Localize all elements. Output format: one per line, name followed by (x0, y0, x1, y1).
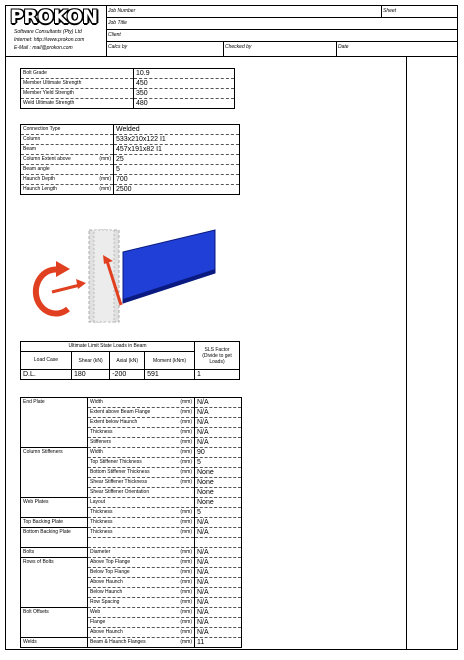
sls-factor-cell: 1 (195, 370, 240, 380)
company-name: Software Consultants (Pty) Ltd (14, 29, 82, 35)
detail-group: End Plate (21, 398, 88, 408)
detail-value: N/A (195, 588, 242, 598)
detail-label-text: Thickness (90, 509, 113, 515)
connection-label (21, 175, 114, 185)
detail-label-text: Width (90, 399, 103, 405)
detail-label-text: Shear Stiffener Thickness (90, 479, 148, 485)
date-label: Date (338, 44, 349, 50)
detail-value: None (195, 488, 242, 498)
table-row (21, 125, 240, 135)
table-row (21, 448, 242, 458)
connection-unit: (mm) (99, 156, 111, 162)
connection-unit: (mm) (99, 186, 111, 192)
detail-unit: (mm) (180, 609, 192, 615)
detail-group (21, 468, 88, 478)
table-row (21, 428, 242, 438)
detail-value: N/A (195, 408, 242, 418)
table-row (21, 548, 242, 558)
detail-value: None (195, 468, 242, 478)
material-value: 10.9 (134, 69, 235, 79)
detail-unit: (mm) (180, 619, 192, 625)
detail-label-text: Diameter (90, 549, 111, 555)
load-case-header: Load Case (21, 352, 72, 370)
calcs-by-label: Calcs by (108, 44, 128, 50)
detail-unit: (mm) (180, 449, 192, 455)
connection-label-text: Haunch Length (23, 186, 57, 192)
table-row (21, 468, 242, 478)
detail-group (21, 588, 88, 598)
detail-group (21, 598, 88, 608)
table-row (21, 488, 242, 498)
detail-label-text: Thickness (90, 529, 113, 535)
detail-label-text: Above Top Flange (90, 559, 131, 565)
detail-value: None (195, 478, 242, 488)
table-row (21, 418, 242, 428)
detail-group: Bolt Offsets (21, 608, 88, 618)
detail-value: N/A (195, 558, 242, 568)
detail-label (88, 468, 195, 478)
detail-label-text: Extent below Haunch (90, 419, 138, 425)
detail-label-text: Extent above Beam Flange (90, 409, 151, 415)
detail-group: Top Backing Plate (21, 518, 88, 528)
detail-label (88, 508, 195, 518)
detail-value: N/A (195, 618, 242, 628)
company-internet: Internet: http://www.prokon.com (14, 37, 85, 43)
connection-value: 25 (114, 155, 240, 165)
connection-label-text: Column (23, 136, 41, 142)
detail-value: None (195, 498, 242, 508)
moment-cell: 591 (145, 370, 195, 380)
detail-value: N/A (195, 568, 242, 578)
detail-unit: (mm) (180, 549, 192, 555)
detail-label-text: Web (90, 609, 101, 615)
beam-shape (123, 230, 215, 303)
detail-value: N/A (195, 398, 242, 408)
detail-group (21, 578, 88, 588)
table-row (21, 79, 235, 89)
detail-value: N/A (195, 438, 242, 448)
detail-label (88, 478, 195, 488)
detail-unit: (mm) (180, 429, 192, 435)
detail-label (88, 398, 195, 408)
detail-label-text: Stiffeners (90, 439, 112, 445)
detail-label-text: Above Haunch (90, 579, 123, 585)
detail-unit: (mm) (180, 579, 192, 585)
detail-unit: (mm) (180, 419, 192, 425)
table-row (21, 458, 242, 468)
client-label: Client (108, 32, 121, 38)
connection-value: 700 (114, 175, 240, 185)
load-case-cell: D.L. (21, 370, 72, 380)
detail-label (88, 408, 195, 418)
detail-label-text: Below Haunch (90, 589, 123, 595)
detail-group: Rows of Bolts (21, 558, 88, 568)
detail-unit: (mm) (180, 399, 192, 405)
detail-label (88, 538, 195, 548)
detail-label-text: Top Stiffener Thickness (90, 459, 142, 465)
table-row (21, 478, 242, 488)
detail-unit: (mm) (180, 409, 192, 415)
detail-group (21, 478, 88, 488)
detail-label-text: Flange (90, 619, 106, 625)
table-row (21, 89, 235, 99)
detail-unit: (mm) (180, 589, 192, 595)
loads-table (20, 341, 240, 380)
detail-group: Web Plates (21, 498, 88, 508)
table-row (21, 578, 242, 588)
connection-label-text: Beam (23, 146, 37, 152)
table-row (21, 508, 242, 518)
table-row (21, 628, 242, 638)
detail-label-text: Thickness (90, 429, 113, 435)
detail-group (21, 458, 88, 468)
connection-label (21, 145, 114, 155)
table-row (21, 498, 242, 508)
detail-label-text: Bottom Stiffener Thickness (90, 469, 150, 475)
detail-unit: (mm) (180, 629, 192, 635)
table-row (21, 608, 242, 618)
sheet-label: Sheet (383, 8, 397, 14)
detail-unit: (mm) (180, 599, 192, 605)
table-row (21, 518, 242, 528)
detail-label (88, 638, 195, 648)
detail-unit: (mm) (180, 529, 192, 535)
connection-value: 457x191x82 I1 (114, 145, 240, 155)
table-row (21, 165, 240, 175)
detail-value: 11 (195, 638, 242, 648)
detail-unit: (mm) (180, 559, 192, 565)
shear-cell: 180 (72, 370, 110, 380)
detail-value (195, 538, 242, 548)
detail-value: 5 (195, 508, 242, 518)
table-row (21, 99, 235, 109)
table-row (21, 145, 240, 155)
detail-value: N/A (195, 578, 242, 588)
moment-arrow-head (56, 261, 70, 277)
detail-label-text: Below Top Flange (90, 569, 130, 575)
detail-label (88, 518, 195, 528)
detail-group: Column Stiffeners (21, 448, 88, 458)
table-row (21, 618, 242, 628)
connection-label-text: Haunch Depth (23, 176, 55, 182)
connection-value: 2500 (114, 185, 240, 195)
table-row (21, 135, 240, 145)
table-row (21, 558, 242, 568)
connection-label (21, 185, 114, 195)
detail-value: 5 (195, 458, 242, 468)
connection-unit: (mm) (99, 176, 111, 182)
detail-value: N/A (195, 598, 242, 608)
sls-factor-header: SLS Factor (Divide to get Loads) (195, 342, 240, 370)
detail-group: Welds (21, 638, 88, 648)
table-row (21, 185, 240, 195)
connection-label-text: Connection Type (23, 126, 61, 132)
detail-value: N/A (195, 548, 242, 558)
details-table (20, 397, 242, 648)
table-row (21, 528, 242, 538)
detail-unit: (mm) (180, 459, 192, 465)
detail-group (21, 438, 88, 448)
connection-label (21, 135, 114, 145)
detail-label-text: Width (90, 449, 103, 455)
detail-group: Bolts (21, 548, 88, 558)
job-number-label: Job Number (108, 8, 136, 14)
detail-unit: (mm) (180, 479, 192, 485)
axial-arrow-line (52, 285, 80, 292)
detail-group (21, 428, 88, 438)
detail-group (21, 508, 88, 518)
materials-table (20, 68, 235, 109)
detail-label-text: Beam & Haunch Flanges (90, 639, 146, 645)
material-label: Member Yield Strength (21, 89, 134, 99)
detail-label-text: Row Spacing (90, 599, 120, 605)
material-value: 480 (134, 99, 235, 109)
detail-label (88, 528, 195, 538)
table-row (21, 568, 242, 578)
table-row (21, 398, 242, 408)
detail-label-text: Thickness (90, 519, 113, 525)
connection-label-text: Beam angle (23, 166, 50, 172)
detail-group (21, 538, 88, 548)
table-row (21, 155, 240, 165)
detail-label (88, 578, 195, 588)
detail-value: N/A (195, 418, 242, 428)
axial-arrow-head (76, 279, 86, 289)
table-row (21, 438, 242, 448)
detail-group (21, 488, 88, 498)
detail-value: N/A (195, 518, 242, 528)
table-row (21, 638, 242, 648)
detail-unit: (mm) (180, 469, 192, 475)
table-row (21, 588, 242, 598)
detail-value: N/A (195, 528, 242, 538)
connection-label (21, 155, 114, 165)
detail-label (88, 488, 195, 498)
material-value: 350 (134, 89, 235, 99)
detail-label-text: Above Haunch (90, 629, 123, 635)
table-row (21, 175, 240, 185)
detail-label (88, 568, 195, 578)
detail-unit: (mm) (180, 639, 192, 645)
detail-group (21, 568, 88, 578)
table-row (21, 408, 242, 418)
company-email: E-Mail : mail@prokon.com (14, 45, 73, 51)
material-label: Bolt Grade (21, 69, 134, 79)
detail-label (88, 558, 195, 568)
detail-value: N/A (195, 608, 242, 618)
detail-label (88, 438, 195, 448)
detail-label (88, 628, 195, 638)
checked-by-label: Checked by (225, 44, 252, 50)
table-row (21, 598, 242, 608)
detail-label (88, 498, 195, 508)
material-value: 450 (134, 79, 235, 89)
connection-diagram (20, 225, 230, 325)
detail-label (88, 448, 195, 458)
connection-value: 533x210x122 I1 (114, 135, 240, 145)
material-label: Member Ultimate Strength (21, 79, 134, 89)
connection-table (20, 124, 240, 195)
detail-value: N/A (195, 628, 242, 638)
loads-title: Ultimate Limit State Loads in Beam (21, 342, 195, 352)
detail-group (21, 618, 88, 628)
detail-group (21, 408, 88, 418)
right-margin-line (406, 57, 407, 650)
detail-group (21, 418, 88, 428)
detail-label (88, 428, 195, 438)
prokon-logo: PROKON (10, 6, 98, 28)
detail-unit: (mm) (180, 439, 192, 445)
detail-label (88, 588, 195, 598)
detail-label (88, 618, 195, 628)
detail-value: N/A (195, 428, 242, 438)
connection-value: 5 (114, 165, 240, 175)
detail-label-text: Shear Stiffener Orientation (90, 489, 150, 495)
table-row (21, 69, 235, 79)
detail-value: 90 (195, 448, 242, 458)
detail-group (21, 628, 88, 638)
material-label: Weld Ultimate Strength (21, 99, 134, 109)
table-row (21, 538, 242, 548)
connection-label-text: Column Extent above (23, 156, 71, 162)
axial-cell: -200 (110, 370, 145, 380)
detail-label-text: Layout (90, 499, 106, 505)
detail-label (88, 608, 195, 618)
detail-unit: (mm) (180, 509, 192, 515)
detail-group: Bottom Backing Plate (21, 528, 88, 538)
axial-header: Axial (kN) (110, 352, 145, 370)
detail-unit: (mm) (180, 569, 192, 575)
detail-unit: (mm) (180, 519, 192, 525)
detail-label (88, 548, 195, 558)
detail-label (88, 458, 195, 468)
connection-value: Welded (114, 125, 240, 135)
detail-label (88, 598, 195, 608)
job-title-label: Job Title (108, 20, 127, 26)
moment-header: Moment (kNm) (145, 352, 195, 370)
connection-label (21, 165, 114, 175)
detail-label (88, 418, 195, 428)
connection-label (21, 125, 114, 135)
shear-header: Shear (kN) (72, 352, 110, 370)
